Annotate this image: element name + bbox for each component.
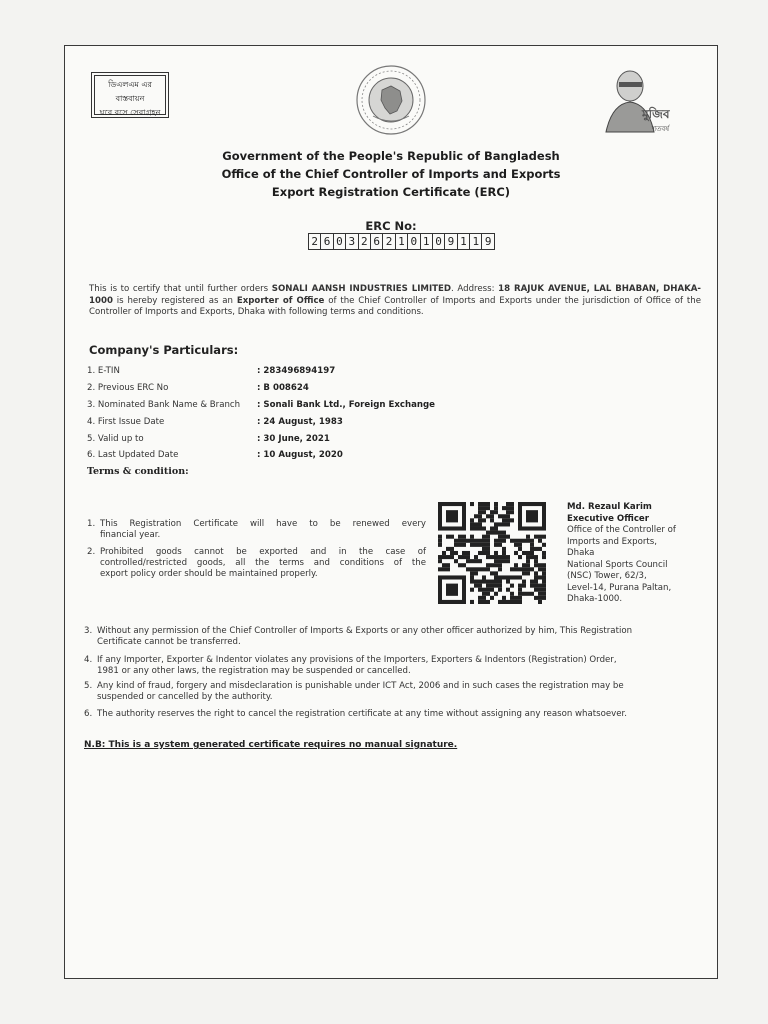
- erc-digit: 6: [371, 234, 383, 249]
- particular-value: : Sonali Bank Ltd., Foreign Exchange: [257, 400, 435, 410]
- term-number: 3.: [84, 626, 93, 636]
- particular-value: : 283496894197: [257, 366, 336, 376]
- company-name: SONALI AANSH INDUSTRIES LIMITED: [271, 284, 452, 294]
- particulars-title: Company's Particulars:: [89, 343, 239, 357]
- officer-address-line: Office of the Controller of: [567, 525, 676, 535]
- particular-label: 3. Nominated Bank Name & Branch: [87, 400, 241, 410]
- certify-text: of the Chief Controller of Imports and Exports under the jurisdiction of Office of the Controller of Imports and Exports, Dhaka with following terms and conditions.: [89, 295, 702, 317]
- logo-subcaption: শতবর্ষ: [652, 125, 670, 133]
- term-text: Any kind of fraud, forgery and misdeclaration is punishable under ICT Act, 2006 and in such cases the registration may be: [97, 681, 624, 691]
- erc-digit: 0: [408, 234, 420, 249]
- particular-label: 6. Last Updated Date: [87, 450, 179, 460]
- officer-address-line: Level-14, Purana Paltan,: [567, 582, 672, 593]
- government-emblem-icon: [355, 64, 427, 136]
- terms-title: Terms & condition:: [87, 466, 189, 477]
- erc-digit: 2: [309, 234, 321, 249]
- term-text: If any Importer, Exporter & Indentor violates any provisions of the Importers, Exporters & Indentors (Registration) Order,: [97, 655, 617, 665]
- erc-digit: 1: [470, 234, 482, 249]
- term-number: 6.: [84, 709, 93, 719]
- term-number: 2.: [87, 547, 96, 557]
- heading-line-2: Office of the Chief Controller of Imports and Exports: [221, 167, 561, 181]
- qr-code-icon: [438, 502, 546, 604]
- term-number: 1.: [87, 519, 96, 529]
- officer-address-line: (NSC) Tower, 62/3,: [567, 571, 647, 581]
- particular-label: 2. Previous ERC No: [87, 383, 169, 393]
- registration-role: Exporter of Office: [236, 295, 325, 306]
- term-text: export policy order should be maintained properly.: [100, 569, 318, 579]
- term-number: 5.: [84, 681, 93, 691]
- particular-label: 5. Valid up to: [87, 434, 144, 444]
- officer-address-line: Dhaka: [567, 548, 595, 558]
- certificate-heading: [65, 147, 717, 201]
- erc-digit: 2: [359, 234, 371, 249]
- issuing-officer: [567, 502, 697, 606]
- certification-paragraph: [89, 284, 701, 319]
- particular-label: 1. E-TIN: [87, 366, 120, 376]
- stamp-line-2: ঘরে বসে সেবাগ্রহন: [99, 108, 161, 117]
- certify-text: is hereby registered as an: [112, 295, 237, 306]
- logo-caption: মুজিব: [642, 107, 670, 121]
- erc-digit: 0: [334, 234, 346, 249]
- term-text: The authority reserves the right to cancel the registration certificate at any time without assigning any reason whatsoever.: [97, 709, 627, 719]
- erc-number-boxes: [308, 233, 495, 250]
- term-text: Prohibited goods cannot be exported and in the case of: [100, 547, 426, 557]
- officer-address-line: Imports and Exports,: [567, 536, 657, 547]
- officer-address-line: National Sports Council: [567, 559, 668, 570]
- particular-value: : 10 August, 2020: [257, 450, 343, 460]
- certificate-page: [64, 45, 718, 979]
- term-number: 4.: [84, 655, 93, 665]
- certify-text: . Address:: [451, 284, 499, 294]
- stamp-line-1: ডিএলএম এর বাস্তবায়ন: [108, 80, 152, 103]
- erc-digit: 9: [445, 234, 457, 249]
- erc-digit: 0: [433, 234, 445, 249]
- officer-address-line: Dhaka-1000.: [567, 594, 623, 604]
- particular-value: : B 008624: [257, 383, 309, 393]
- officer-title: Executive Officer: [567, 513, 649, 524]
- term-text: Certificate cannot be transferred.: [97, 637, 241, 647]
- particular-value: : 24 August, 1983: [257, 417, 343, 427]
- company-address: 18 RAJUK AVENUE, LAL BHABAN, DHAKA-1000: [89, 284, 701, 306]
- erc-digit: 9: [484, 235, 492, 248]
- certify-text: This is to certify that until further orders: [89, 284, 272, 294]
- heading-line-1: Government of the People's Republic of Bangladesh: [222, 149, 560, 163]
- particular-value: : 30 June, 2021: [257, 434, 330, 444]
- term-text: This Registration Certificate will have to be renewed every: [100, 519, 426, 529]
- system-generated-note: N.B: This is a system generated certificate requires no manual signature.: [84, 740, 458, 750]
- erc-digit: 1: [396, 234, 408, 249]
- erc-digit: 2: [383, 234, 395, 249]
- officer-name: Md. Rezaul Karim: [567, 502, 652, 512]
- erc-digit: 1: [421, 234, 433, 249]
- term-text: Without any permission of the Chief Controller of Imports & Exports or any other officer authorized by him, This Registration: [97, 626, 633, 636]
- term-text: 1981 or any other laws, the registration may be suspended or cancelled.: [97, 666, 411, 676]
- mujib-centenary-logo: [592, 64, 682, 136]
- erc-number-label: ERC No:: [365, 219, 417, 233]
- erc-digit: 1: [458, 234, 470, 249]
- erc-digit: 3: [346, 234, 358, 249]
- term-text: financial year.: [100, 530, 161, 540]
- particular-label: 4. First Issue Date: [87, 417, 165, 427]
- term-text: suspended or cancelled by the authority.: [97, 692, 273, 702]
- service-stamp: [91, 72, 169, 118]
- heading-line-3: Export Registration Certificate (ERC): [271, 185, 511, 199]
- term-text: controlled/restricted goods, all the terms and conditions of the: [100, 558, 426, 568]
- erc-digit: 6: [321, 234, 333, 249]
